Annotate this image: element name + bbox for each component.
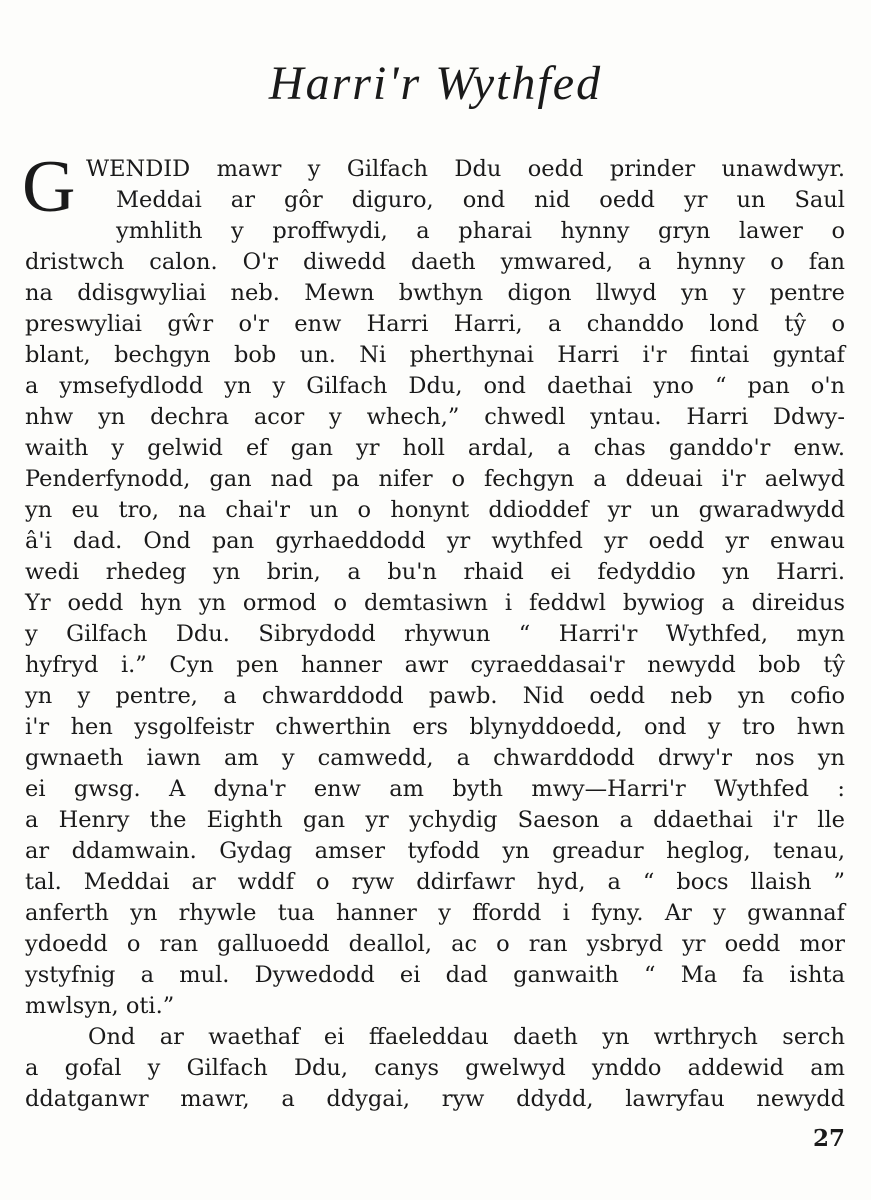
text-line-4: dristwch calon. O'r diwedd daeth ymwared, a hynny o fan	[25, 249, 845, 275]
text-line-29: Ond ar waethaf ei ffaeleddau daeth yn wrthrych serch	[88, 1024, 845, 1050]
text-line-21: ei gwsg. A dyna'r enw am byth mwy—Harri'r Wythfed :	[25, 776, 845, 802]
text-line-31: ddatganwr mawr, a ddygai, ryw ddydd, lawryfau newydd	[25, 1086, 845, 1112]
text-line-24: tal. Meddai ar wddf o ryw ddirfawr hyd, a “ bocs llaish ”	[25, 869, 845, 895]
text-line-13: â'i dad. Ond pan gyrhaeddodd yr wythfed yr oedd yr enwau	[25, 528, 845, 554]
text-line-25: anferth yn rhywle tua hanner y ffordd i fyny. Ar y gwannaf	[25, 900, 845, 926]
text-line-28: mwlsyn, oti.”	[25, 993, 175, 1019]
text-line-11: Penderfynodd, gan nad pa nifer o fechgyn a ddeuai i'r aelwyd	[25, 466, 845, 492]
text-line-23: ar ddamwain. Gydag amser tyfodd yn greadur heglog, tenau,	[25, 838, 845, 864]
text-line-16: y Gilfach Ddu. Sibrydodd rhywun “ Harri'r Wythfed, myn	[25, 621, 845, 647]
text-line-27: ystyfnig a mul. Dywedodd ei dad ganwaith “ Ma fa ishta	[25, 962, 845, 988]
text-line-30: a gofal y Gilfach Ddu, canys gwelwyd ynddo addewid am	[25, 1055, 845, 1081]
text-line-8: a ymsefydlodd yn y Gilfach Ddu, ond daethai yno “ pan o'n	[25, 373, 845, 399]
text-line-19: i'r hen ysgolfeistr chwerthin ers blynyddoedd, ond y tro hwn	[25, 714, 845, 740]
text-line-9: nhw yn dechra acor y whech,” chwedl yntau. Harri Ddwy-	[25, 404, 845, 430]
chapter-title: Harri'r Wythfed	[268, 57, 603, 110]
text-line-12: yn eu tro, na chai'r un o honynt ddioddef yr un gwaradwydd	[25, 497, 845, 523]
drop-cap: G	[22, 146, 76, 228]
text-line-6: preswyliai gŵr o'r enw Harri Harri, a chanddo lond tŷ o	[25, 311, 845, 337]
text-line-22: a Henry the Eighth gan yr ychydig Saeson a ddaethai i'r lle	[25, 807, 845, 833]
text-line-14: wedi rhedeg yn brin, a bu'n rhaid ei fedyddio yn Harri.	[25, 559, 845, 585]
text-line-17: hyfryd i.” Cyn pen hanner awr cyraeddasai'r newydd bob tŷ	[25, 652, 845, 678]
text-line-2: Meddai ar gôr diguro, ond nid oedd yr un Saul	[116, 187, 845, 213]
text-line-3: ymhlith y proffwydi, a pharai hynny gryn lawer o	[116, 218, 845, 244]
text-line-5: na ddisgwyliai neb. Mewn bwthyn digon llwyd yn y pentre	[25, 280, 845, 306]
text-line-1: WENDID mawr y Gilfach Ddu oedd prinder unawdwyr.	[86, 156, 845, 182]
text-line-15: Yr oedd hyn yn ormod o demtasiwn i feddwl bywiog a direidus	[25, 590, 845, 616]
text-line-18: yn y pentre, a chwarddodd pawb. Nid oedd neb yn cofio	[25, 683, 845, 709]
text-line-20: gwnaeth iawn am y camwedd, a chwarddodd drwy'r nos yn	[25, 745, 845, 771]
text-line-7: blant, bechgyn bob un. Ni pherthynai Harri i'r fintai gyntaf	[25, 342, 845, 368]
text-line-10: waith y gelwid ef gan yr holl ardal, a chas ganddo'r enw.	[25, 435, 845, 461]
page-number: 27	[812, 1125, 845, 1152]
text-line-26: ydoedd o ran galluoedd deallol, ac o ran ysbryd yr oedd mor	[25, 931, 845, 957]
